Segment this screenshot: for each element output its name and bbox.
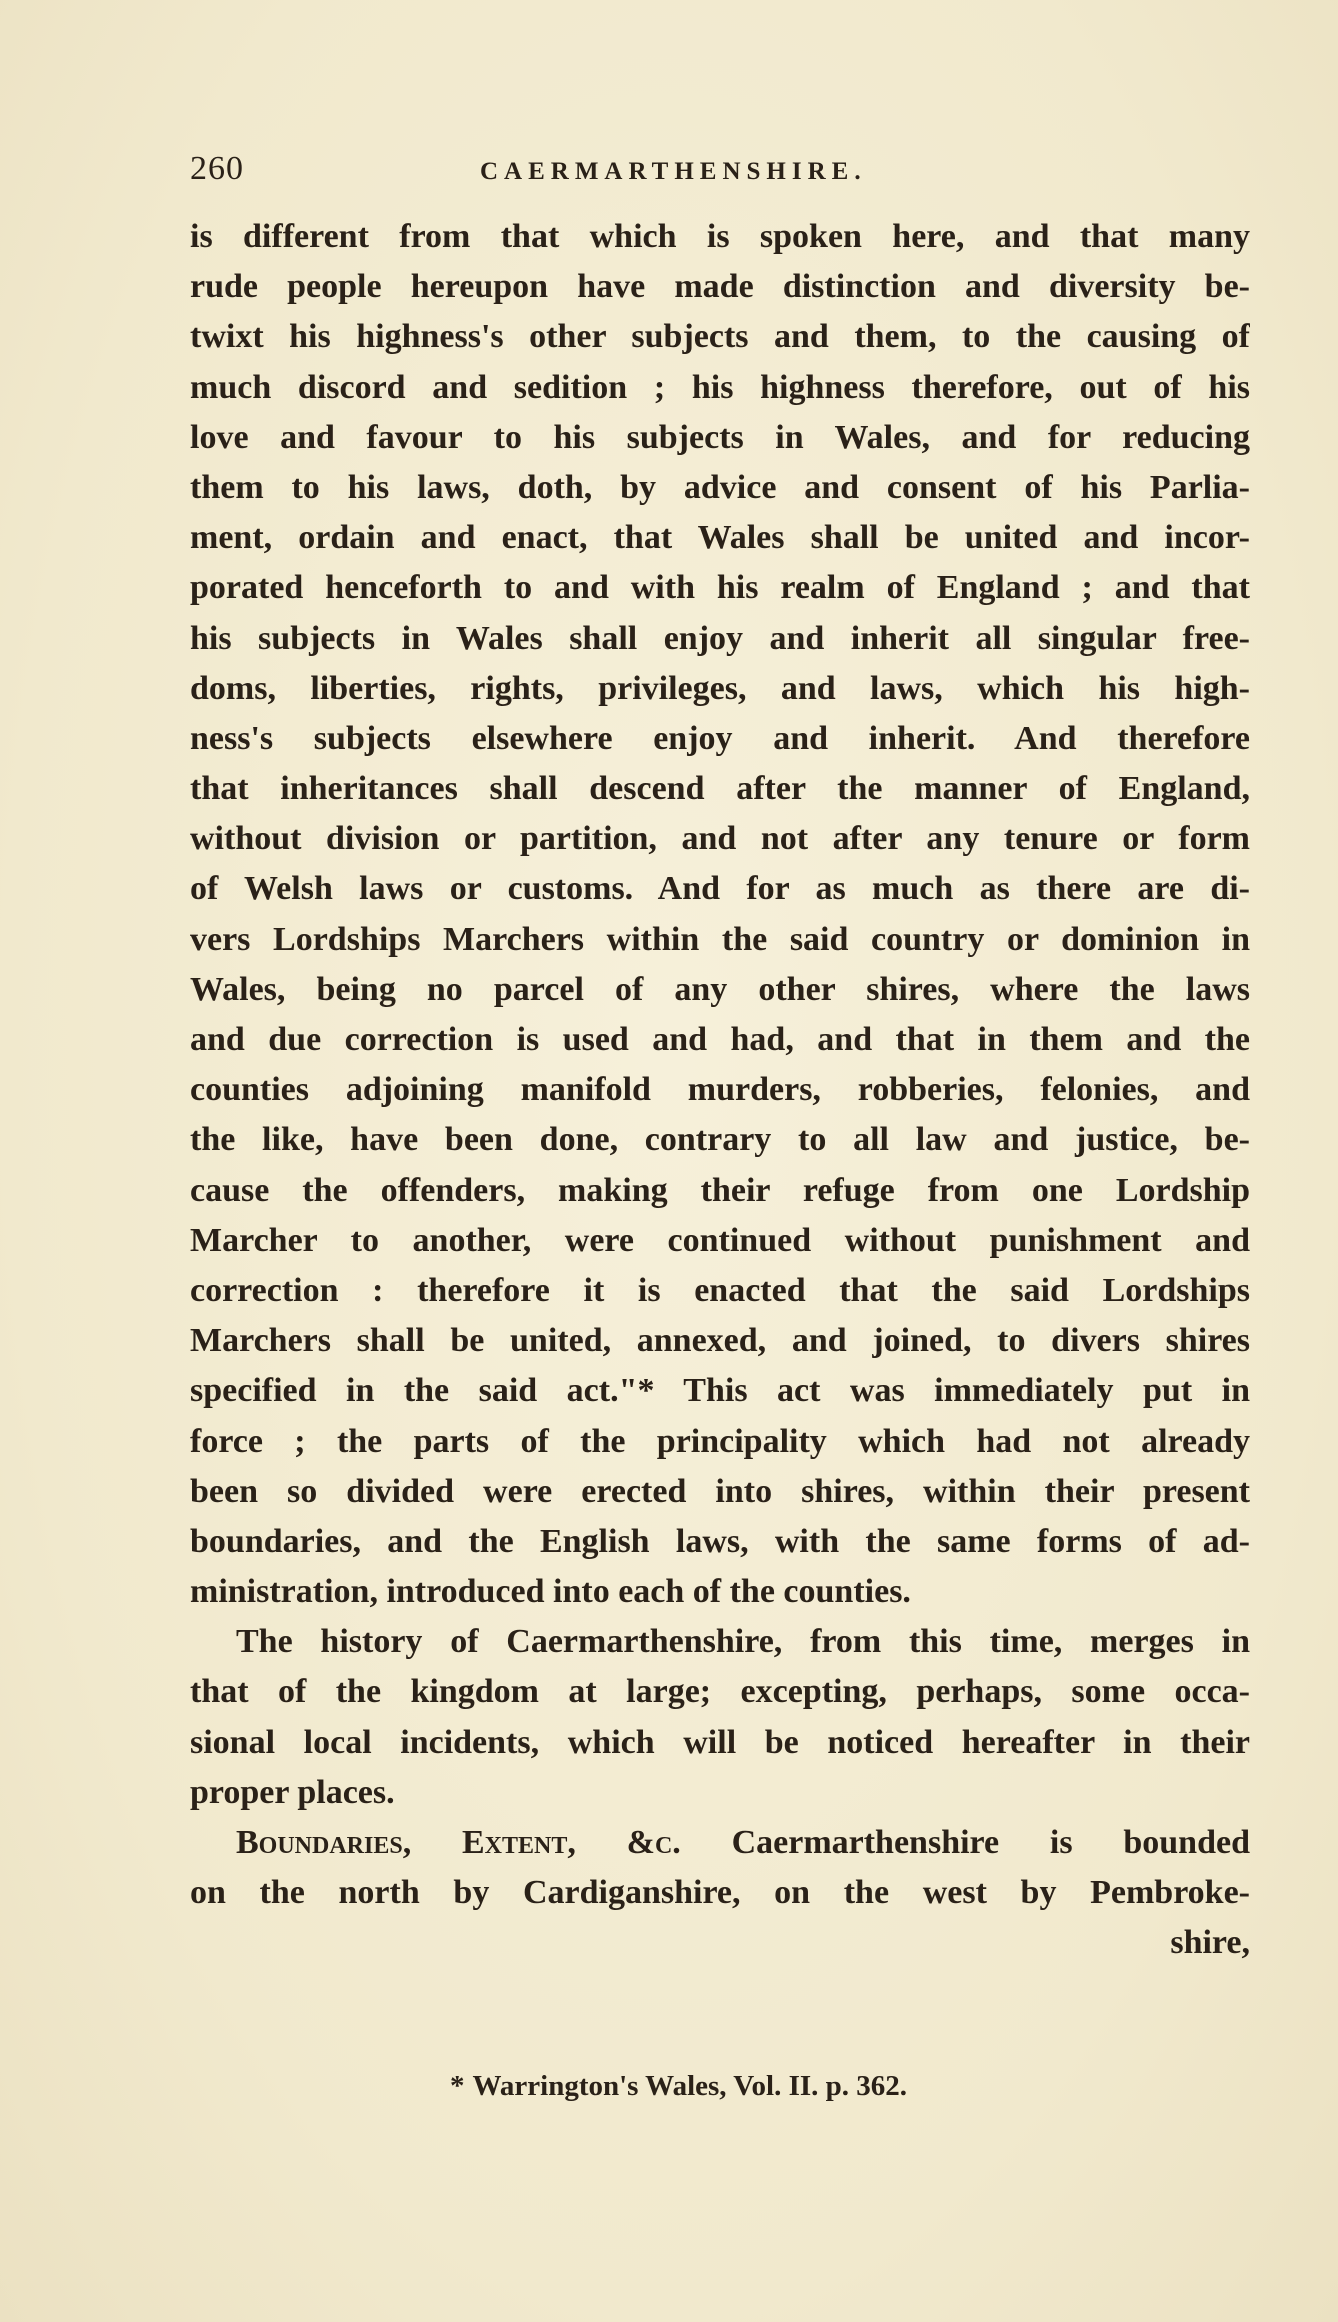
text-line: his subjects in Wales shall enjoy and inherit all singular free-: [190, 619, 1250, 657]
text-line: proper places.: [190, 1773, 395, 1811]
text-line: been so divided were erected into shires, within their present: [190, 1472, 1250, 1510]
text-line: ness's subjects elsewhere enjoy and inherit. And therefore: [190, 719, 1250, 757]
text-line: Marcher to another, were continued without punishment and: [190, 1221, 1250, 1259]
text-line: twixt his highness's other subjects and them, to the causing of: [190, 318, 1250, 356]
text-line: specified in the said act."* This act was immediately put in: [190, 1372, 1250, 1410]
text-line: force ; the parts of the principality which had not already: [190, 1422, 1250, 1460]
paragraph-2: [190, 1617, 1250, 1818]
text-line: ministration, introduced into each of the counties.: [190, 1573, 911, 1611]
text-line: is different from that which is spoken here, and that many: [190, 218, 1250, 255]
paragraph-3: [190, 1818, 1250, 1969]
paragraph-1: [190, 212, 1250, 1617]
text-line: that of the kingdom at large; excepting, perhaps, some occa-: [190, 1673, 1250, 1711]
text-line: doms, liberties, rights, privileges, and laws, which his high-: [190, 669, 1250, 707]
text-line: counties adjoining manifold murders, robberies, felonies, and: [190, 1071, 1250, 1109]
footnote-mark: *: [450, 2070, 465, 2102]
footnote-text: Warrington's Wales, Vol. II. p. 362.: [472, 2070, 908, 2102]
text-line: sional local incidents, which will be noticed hereafter in their: [190, 1723, 1250, 1761]
text-line: boundaries, and the English laws, with the same forms of ad-: [190, 1522, 1250, 1560]
text-line: [190, 1818, 1250, 1868]
text-line: cause the offenders, making their refuge from one Lordship: [190, 1171, 1250, 1209]
text-line: rude people hereupon have made distinction and diversity be-: [190, 268, 1250, 306]
text-line: porated henceforth to and with his realm of England ; and that: [190, 569, 1250, 607]
footnote: [450, 2070, 907, 2103]
page-header: [190, 150, 1250, 190]
text-line: them to his laws, doth, by advice and consent of his Parlia-: [190, 468, 1250, 506]
text-line: correction : therefore it is enacted that the said Lordships: [190, 1271, 1250, 1309]
section-heading: Boundaries, Extent, &c.: [236, 1824, 681, 1861]
body-text: [190, 212, 1250, 1969]
text-line: on the north by Cardiganshire, on the west by Pembroke-: [190, 1874, 1250, 1912]
text-line: much discord and sedition ; his highness therefore, out of his: [190, 368, 1250, 406]
text-line: that inheritances shall descend after the manner of England,: [190, 770, 1250, 808]
text-line: and due correction is used and had, and that in them and the: [190, 1021, 1250, 1058]
section-heading-continuation: Caermarthenshire is bounded: [731, 1824, 1250, 1861]
text-line: the like, have been done, contrary to all law and justice, be-: [190, 1121, 1250, 1159]
text-line: Marchers shall be united, annexed, and joined, to divers shires: [190, 1322, 1250, 1360]
text-line: The history of Caermarthenshire, from this time, merges in: [236, 1623, 1250, 1661]
text-line: love and favour to his subjects in Wales, and for reducing: [190, 418, 1250, 456]
text-line: without division or partition, and not after any tenure or form: [190, 820, 1250, 858]
text-line: Wales, being no parcel of any other shires, where the laws: [190, 970, 1250, 1008]
text-line: ment, ordain and enact, that Wales shall be united and incor-: [190, 519, 1250, 557]
text-line: vers Lordships Marchers within the said country or dominion in: [190, 920, 1250, 958]
page-number: 260: [190, 150, 244, 187]
running-title: CAERMARTHENSHIRE.: [480, 158, 867, 185]
catchword: shire,: [1170, 1924, 1250, 1962]
text-line: of Welsh laws or customs. And for as much as there are di-: [190, 870, 1250, 908]
